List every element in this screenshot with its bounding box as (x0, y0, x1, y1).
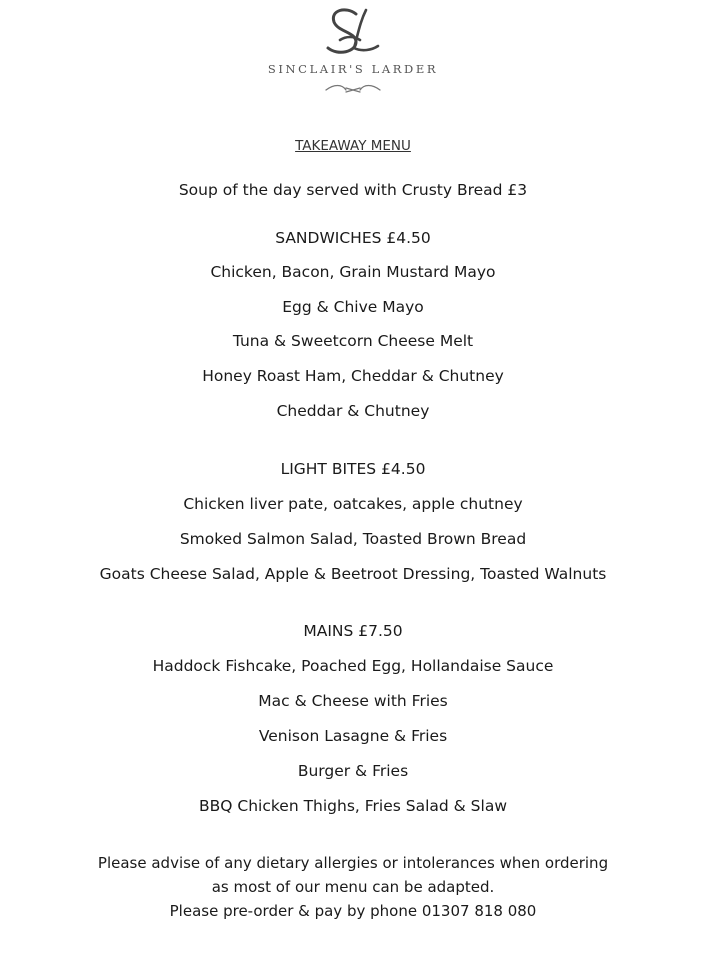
menu-item: BBQ Chicken Thighs, Fries Salad & Slaw (198, 797, 508, 815)
footer-phone-note: Please pre-order & pay by phone 01307 818 080 (169, 902, 537, 920)
menu-title: TAKEAWAY MENU (295, 138, 411, 154)
menu-item: Egg & Chive Mayo (282, 298, 424, 316)
menu-item: Goats Cheese Salad, Apple & Beetroot Dressing, Toasted Walnuts (99, 565, 607, 583)
flourish-icon (326, 86, 380, 93)
menu-item: Venison Lasagne & Fries (258, 727, 448, 745)
menu-item: Burger & Fries (297, 762, 409, 780)
soup-line: Soup of the day served with Crusty Bread £3 (178, 181, 528, 199)
menu-item: Smoked Salmon Salad, Toasted Brown Bread (179, 530, 527, 548)
menu-item: Chicken liver pate, oatcakes, apple chutney (183, 495, 523, 513)
menu-item: Haddock Fishcake, Poached Egg, Hollandaise Sauce (152, 657, 554, 675)
menu-item: Tuna & Sweetcorn Cheese Melt (232, 332, 474, 350)
brand-name: SINCLAIR'S LARDER (267, 62, 439, 76)
menu-item: Honey Roast Ham, Cheddar & Chutney (202, 367, 504, 385)
light-bites-heading: LIGHT BITES £4.50 (280, 460, 426, 478)
menu-item: Chicken, Bacon, Grain Mustard Mayo (210, 263, 496, 281)
sandwiches-heading: SANDWICHES £4.50 (275, 229, 431, 247)
monogram-s-icon (328, 10, 356, 52)
menu-item: Cheddar & Chutney (276, 402, 430, 420)
mains-heading: MAINS £7.50 (303, 622, 403, 640)
sinclairs-larder-logo (0, 0, 706, 110)
footer-adapt-note: as most of our menu can be adapted. (211, 878, 495, 896)
footer-allergy-note: Please advise of any dietary allergies or intolerances when ordering (97, 854, 609, 872)
menu-item: Mac & Cheese with Fries (258, 692, 448, 710)
